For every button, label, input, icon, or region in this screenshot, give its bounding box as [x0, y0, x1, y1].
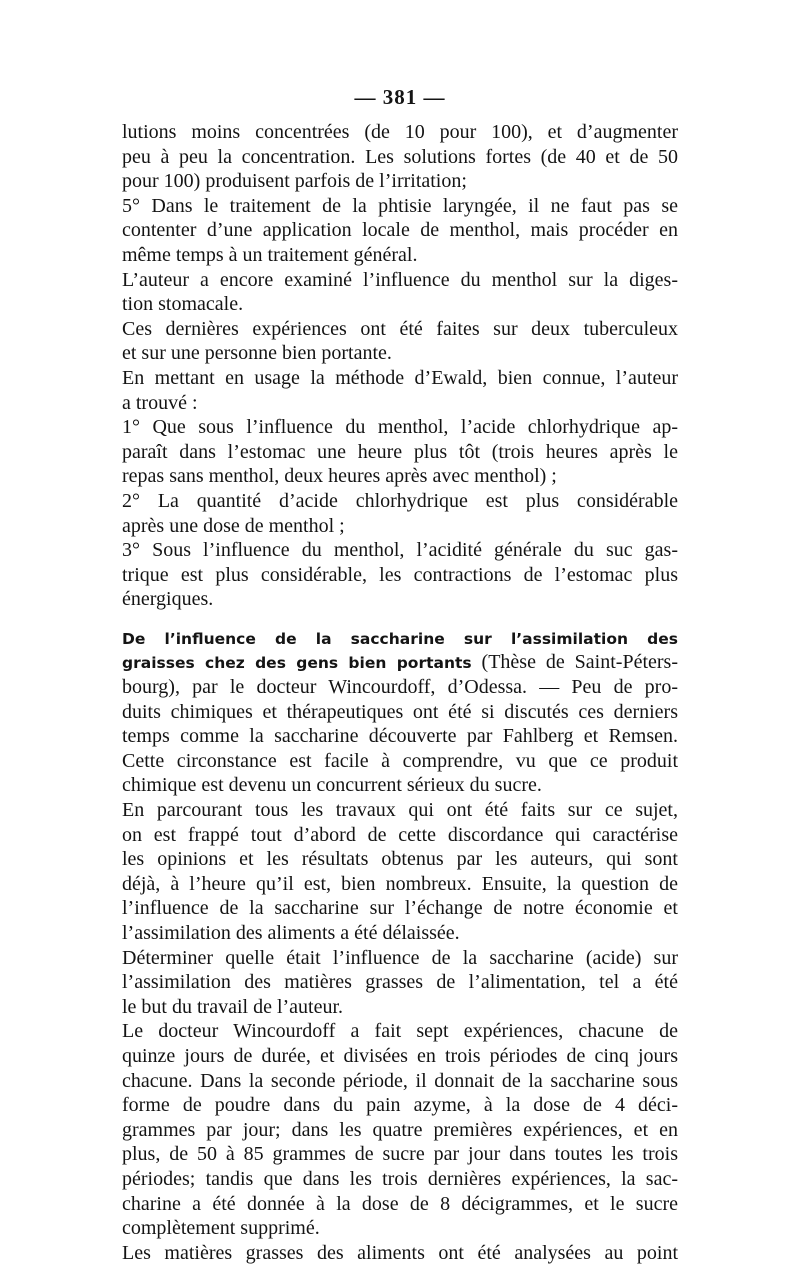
text-line: Cette circonstance est facile à comprendre, vu que ce produit — [122, 749, 678, 772]
text-line: peu à peu la concentration. Les solutions fortes (de 40 et de 50 — [122, 145, 678, 168]
text-line: le but du travail de l’auteur. — [122, 995, 344, 1018]
page-number: — 381 — — [354, 85, 446, 109]
text-line: on est frappé tout d’abord de cette discordance qui caractérise — [122, 823, 678, 846]
text-line: lutions moins concentrées (de 10 pour 100), et d’augmenter — [122, 121, 678, 143]
text-line: 3° Sous l’influence du menthol, l’acidité générale du suc gas- — [122, 539, 678, 562]
body-text — [122, 120, 678, 1265]
text-line: forme de poudre dans du pain azyme, à la dose de 4 déci- — [122, 1094, 678, 1117]
text-line: duits chimiques et thérapeutiques ont été si discutés ces derniers — [122, 700, 678, 723]
section-heading-title: De l’influence de la saccharine sur l’assimilation des — [122, 629, 678, 648]
text-line: trique est plus considérable, les contractions de l’estomac plus — [122, 563, 678, 586]
section-heading-line-1 — [122, 626, 678, 651]
section-heading-line-2 — [122, 650, 678, 675]
text-line: Les matières grasses des aliments ont été analysées au point — [122, 1241, 678, 1264]
text-line: périodes; tandis que dans les trois dernières expériences, la sac- — [122, 1167, 678, 1190]
paragraphs-before-heading — [122, 120, 678, 612]
text-line: chacune. Dans la seconde période, il donnait de la saccharine sous — [122, 1069, 678, 1092]
text-line: contenter d’une application locale de menthol, mais procéder en — [122, 219, 678, 242]
text-line: paraît dans l’estomac une heure plus tôt (trois heures après le — [122, 440, 678, 463]
text-line: Déterminer quelle était l’influence de la saccharine (acide) sur — [122, 946, 678, 969]
text-line: repas sans menthol, deux heures après avec menthol) ; — [122, 465, 557, 488]
text-line: Le docteur Wincourdoff a fait sept expériences, chacune de — [122, 1020, 678, 1043]
text-line: les opinions et les résultats obtenus par les auteurs, qui sont — [122, 848, 678, 871]
text-line: quinze jours de durée, et divisées en trois périodes de cinq jours — [122, 1044, 678, 1067]
text-line: l’influence de la saccharine sur l’échange de notre économie et — [122, 897, 678, 920]
text-line: a trouvé : — [122, 391, 198, 414]
section-heading-title-cont: graisses chez des gens bien portants — [122, 654, 472, 673]
text-line: même temps à un traitement général. — [122, 243, 418, 266]
text-line: complètement supprimé. — [122, 1217, 320, 1240]
text-line: 1° Que sous l’influence du menthol, l’acide chlorhydrique ap- — [122, 416, 678, 439]
text-line: tion stomacale. — [122, 293, 244, 316]
text-line: l’assimilation des aliments a été délaissée. — [122, 922, 460, 944]
text-line: temps comme la saccharine découverte par Fahlberg et Remsen. — [122, 725, 678, 748]
text-line: L’auteur a encore examiné l’influence du menthol sur la diges- — [122, 268, 678, 291]
text-line: 2° La quantité d’acide chlorhydrique est plus considérable — [122, 489, 678, 512]
text-line: 5° Dans le traitement de la phtisie laryngée, il ne faut pas se — [122, 194, 678, 217]
text-line: l’assimilation des matières grasses de l’alimentation, tel a été — [122, 971, 678, 994]
text-line: grammes par jour; dans les quatre premières expériences, et en — [122, 1118, 678, 1141]
section-heading-citation: (Thèse de Saint-Péters- — [471, 651, 678, 674]
text-line: En mettant en usage la méthode d’Ewald, bien connue, l’auteur — [122, 366, 678, 389]
text-line: pour 100) produisent parfois de l’irritation; — [122, 170, 467, 193]
text-line: chimique est devenu un concurrent sérieux du sucre. — [122, 774, 542, 797]
text-line: déjà, à l’heure qu’il est, bien nombreux. Ensuite, la question de — [122, 872, 678, 895]
text-line: et sur une personne bien portante. — [122, 342, 392, 365]
text-line: charine a été donnée à la dose de 8 décigrammes, et le sucre — [122, 1192, 678, 1215]
text-line: En parcourant tous les travaux qui ont été faits sur ce sujet, — [122, 799, 678, 822]
text-line: énergiques. — [122, 588, 214, 611]
paragraphs-after-heading — [122, 675, 678, 1265]
text-line: après une dose de menthol ; — [122, 514, 345, 537]
text-line: bourg), par le docteur Wincourdoff, d’Odessa. — Peu de pro- — [122, 676, 678, 699]
text-line: plus, de 50 à 85 grammes de sucre par jour dans toutes les trois — [122, 1143, 678, 1166]
text-line: Ces dernières expériences ont été faites sur deux tuberculeux — [122, 317, 678, 340]
